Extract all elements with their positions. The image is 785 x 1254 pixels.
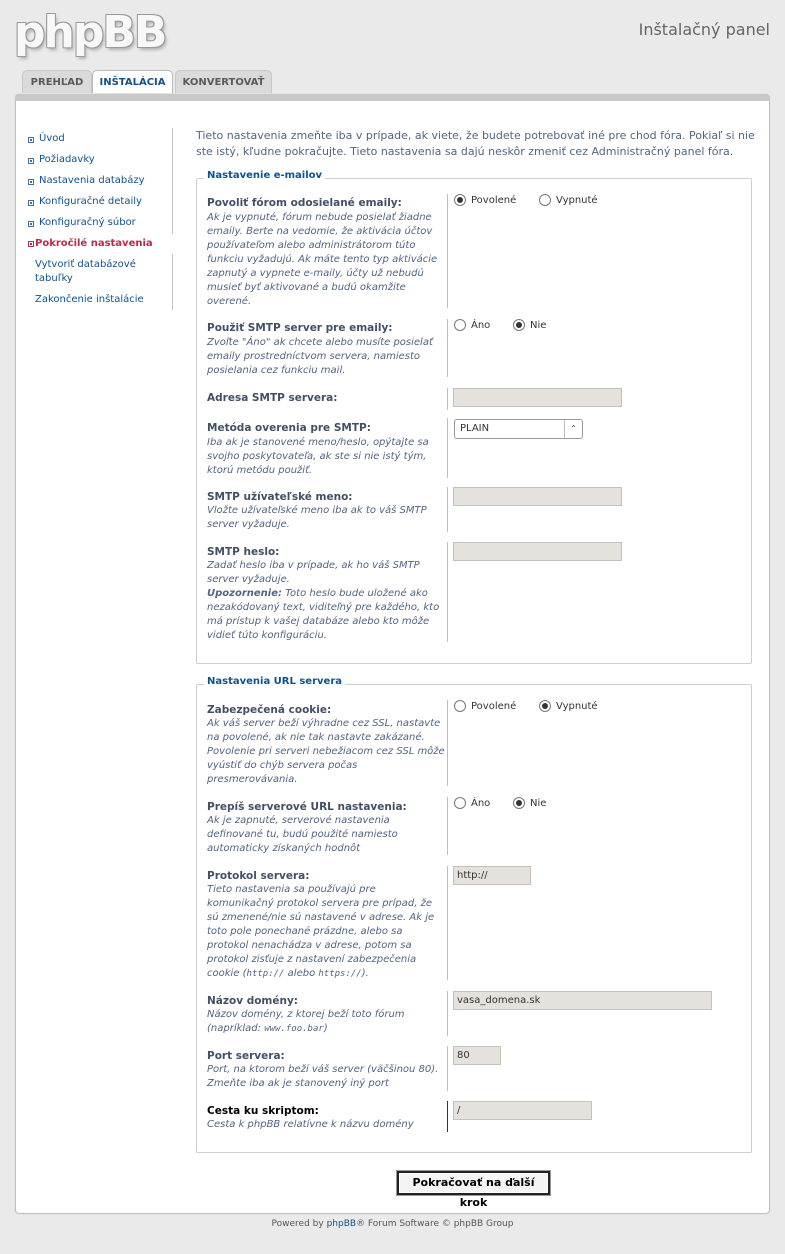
smtp-host-label: Adresa SMTP servera: <box>207 392 338 404</box>
radio-label: Nie <box>530 320 547 331</box>
smtp-auth-desc: Iba ak je stanovené meno/heslo, opýtajte sa svojho poskytovateľa, ak ste si nie istý tým, ktorú metódu použiť. <box>207 437 429 476</box>
domain-label: Názov domény: <box>207 995 299 1007</box>
step-done-icon <box>28 158 34 164</box>
sidebar-item-finish <box>27 293 173 309</box>
desc-close: ). <box>361 968 369 979</box>
code-http: http:// <box>246 969 285 979</box>
port-input[interactable]: 80 <box>453 1046 501 1065</box>
smtp-no-radio[interactable] <box>513 319 546 331</box>
radio-label: Vypnuté <box>556 701 598 712</box>
port-label: Port servera: <box>207 1050 285 1062</box>
radio-unchecked-icon <box>454 797 466 809</box>
smtp-auth-selected: PLAIN <box>460 423 490 434</box>
smtp-pass-warning-text: Toto heslo bude uložené ako nezakódovaný text, viditeľný pre každého, kto má prístup k vašej databáze alebo kto môže vidieť túto konfiguráciu. <box>207 588 440 641</box>
step-done-icon <box>28 137 34 143</box>
row-divider <box>447 991 448 1036</box>
server-protocol-desc <box>207 883 445 981</box>
script-path-label: Cesta ku skriptom: <box>207 1105 319 1117</box>
row-divider <box>447 1101 448 1132</box>
code-https: https:// <box>318 969 362 979</box>
sidebar-item-create-tables <box>27 258 173 288</box>
chevron-updown-icon: ⌃ <box>564 420 582 438</box>
email-settings-legend: Nastavenie e-mailov <box>204 170 325 181</box>
footer-powered-by: Powered by <box>271 1219 327 1229</box>
enable-email-desc: Ak je vypnuté, fórum nebude posielať žiadne emaily. Berte na vedomie, že aktivácia účtov používateľom alebo administrátorom túto funkciu vyžadujú. Ak máte tento typ aktivácie zapnutý a vypnete e-maily, účty už nebudú musieť byť aktivované a budú okamžite overené. <box>207 212 438 307</box>
step-done-icon <box>28 179 34 185</box>
radio-label: Áno <box>471 320 491 331</box>
server-protocol-desc-text: Tieto nastavenia sa používajú pre komunikačný protokol servera pre prípad, že sú zmenené/nie sú nastavené v adrese. Ak je toto pole ponechané prázdne, alebo sa protokol nenachádza v adrese, potom sa protokol zisťuje z nastavení zabezpečenia cookie ( <box>207 884 435 979</box>
smtp-auth-select[interactable] <box>454 419 583 439</box>
panel-title: Inštalačný panel <box>638 20 770 39</box>
step-current-icon <box>28 241 34 247</box>
sidebar-item-label: Pokročilé nastavenia <box>35 238 153 249</box>
radio-label: Povolené <box>471 195 517 206</box>
force-server-label: Prepíš serverové URL nastavenia: <box>207 801 407 813</box>
sidebar-item-label: Zakončenie inštalácie <box>35 294 144 305</box>
footer-copyright: ® Forum Software © phpBB Group <box>356 1219 514 1229</box>
radio-checked-icon <box>539 700 551 712</box>
row-divider <box>447 1046 448 1091</box>
smtp-desc: Zvoľte "Áno" ak chcete alebo musíte posielať emaily prostredníctvom servera, namiesto posielania cez funkciu mail. <box>207 337 433 376</box>
enable-email-off-radio[interactable] <box>539 194 598 206</box>
sidebar-item-label: Konfiguračné detaily <box>39 196 142 207</box>
sidebar-item-config-file[interactable] <box>27 216 173 232</box>
sidebar-item-requirements[interactable] <box>27 153 173 169</box>
smtp-user-input[interactable] <box>453 487 622 506</box>
radio-label: Áno <box>471 798 491 809</box>
server-protocol-label: Protokol servera: <box>207 870 310 882</box>
sidebar-item-label: Nastavenia databázy <box>39 175 145 186</box>
row-divider <box>447 487 448 532</box>
domain-desc-text: Názov domény, z ktorej beží toto fórum (napríklad: <box>207 1009 405 1034</box>
enable-email-on-radio[interactable] <box>454 194 516 206</box>
radio-unchecked-icon <box>539 194 551 206</box>
radio-unchecked-icon <box>454 319 466 331</box>
domain-desc <box>207 1008 445 1036</box>
code-example-domain: www.foo.bar <box>264 1024 324 1034</box>
cookie-secure-off-radio[interactable] <box>539 700 598 712</box>
script-path-desc: Cesta k phpBB relatívne k názvu domény <box>207 1119 414 1130</box>
desc-connector: alebo <box>284 968 319 979</box>
cookie-secure-on-radio[interactable] <box>454 700 516 712</box>
smtp-label: Použiť SMTP server pre emaily: <box>207 322 393 334</box>
force-server-yes-radio[interactable] <box>454 797 490 809</box>
server-settings-legend: Nastavenia URL servera <box>204 676 345 687</box>
sidebar-item-label: Úvod <box>39 133 65 144</box>
smtp-pass-warning-label: Upozornenie: <box>207 588 282 599</box>
row-divider <box>447 388 448 410</box>
domain-input[interactable]: vasa_domena.sk <box>453 991 712 1010</box>
smtp-pass-label: SMTP heslo: <box>207 546 280 558</box>
script-path-input[interactable]: / <box>453 1101 592 1120</box>
radio-unchecked-icon <box>454 700 466 712</box>
sidebar-item-label: Vytvoriť databázové tabuľky <box>35 259 136 284</box>
radio-checked-icon <box>454 194 466 206</box>
force-server-desc: Ak je zapnuté, serverové nastavenia definované tu, budú použité namiesto automaticky získaných hodnôt <box>207 815 398 854</box>
radio-label: Povolené <box>471 701 517 712</box>
row-divider <box>447 319 448 377</box>
step-done-icon <box>28 221 34 227</box>
step-done-icon <box>28 200 34 206</box>
intro-text: Tieto nastavenia zmeňte iba v prípade, ak viete, že budete potrebovať iné pre chod fóra. Pokiaľ si nie ste istý, kľudne pokračujte. Tieto nastavenia sa dajú neskôr zmeniť cez Administračný panel fóra. <box>196 129 755 158</box>
row-divider <box>447 418 448 478</box>
sidebar-item-database[interactable] <box>27 174 173 190</box>
radio-checked-icon <box>513 319 525 331</box>
smtp-pass-input[interactable] <box>453 542 622 561</box>
smtp-pass-desc-text: Zadať heslo iba v prípade, ak ho váš SMTP server vyžaduje. <box>207 560 420 585</box>
install-steps-sidebar <box>27 128 173 310</box>
smtp-auth-label: Metóda overenia pre SMTP: <box>207 422 371 434</box>
radio-label: Vypnuté <box>556 195 598 206</box>
footer <box>0 1219 785 1229</box>
sidebar-item-advanced[interactable] <box>27 234 173 254</box>
sidebar-item-label: Konfiguračný súbor <box>39 217 136 228</box>
radio-checked-icon <box>513 797 525 809</box>
row-divider <box>447 797 448 855</box>
sidebar-item-config-details[interactable] <box>27 195 173 211</box>
footer-phpbb-link[interactable]: phpBB <box>326 1219 357 1229</box>
server-protocol-input[interactable]: http:// <box>453 866 531 885</box>
radio-label: Nie <box>530 798 547 809</box>
row-divider <box>447 700 448 786</box>
desc-close: ) <box>323 1023 328 1034</box>
smtp-host-input[interactable] <box>453 388 622 407</box>
force-server-no-radio[interactable] <box>513 797 546 809</box>
port-desc: Port, na ktorom beží váš server (väčšinou 80). Zmeňte iba ak je stanovený iný port <box>207 1064 439 1089</box>
cookie-secure-desc: Ak váš server beží výhradne cez SSL, nastavte na povolené, ak nie tak nastavte zakázané. Povolenie pri serveri nebežiacom cez SSL môže vyústiť do chýb servera počas presmerovávania. <box>207 718 445 785</box>
row-divider <box>447 194 448 308</box>
tab-install[interactable]: INŠTALÁCIA <box>92 70 173 95</box>
smtp-pass-desc <box>207 559 445 643</box>
row-divider <box>447 542 448 642</box>
row-divider <box>447 866 448 980</box>
smtp-yes-radio[interactable] <box>454 319 490 331</box>
sidebar-item-label: Požiadavky <box>39 154 95 165</box>
smtp-user-label: SMTP užívateľské meno: <box>207 491 353 503</box>
continue-button[interactable]: Pokračovať na ďalší krok <box>397 1171 550 1195</box>
smtp-user-desc: Vložte užívateľské meno iba ak to váš SMTP server vyžaduje. <box>207 505 427 530</box>
enable-email-label: Povoliť fórom odosielané emaily: <box>207 197 402 209</box>
cookie-secure-label: Zabezpečená cookie: <box>207 704 332 716</box>
panel-top-bar <box>15 94 770 101</box>
sidebar-item-intro[interactable] <box>27 132 173 148</box>
tab-convert[interactable]: KONVERTOVAŤ <box>175 70 272 94</box>
tab-overview[interactable]: PREHĽAD <box>22 70 92 94</box>
phpbb-logo: phpBB <box>14 7 166 58</box>
